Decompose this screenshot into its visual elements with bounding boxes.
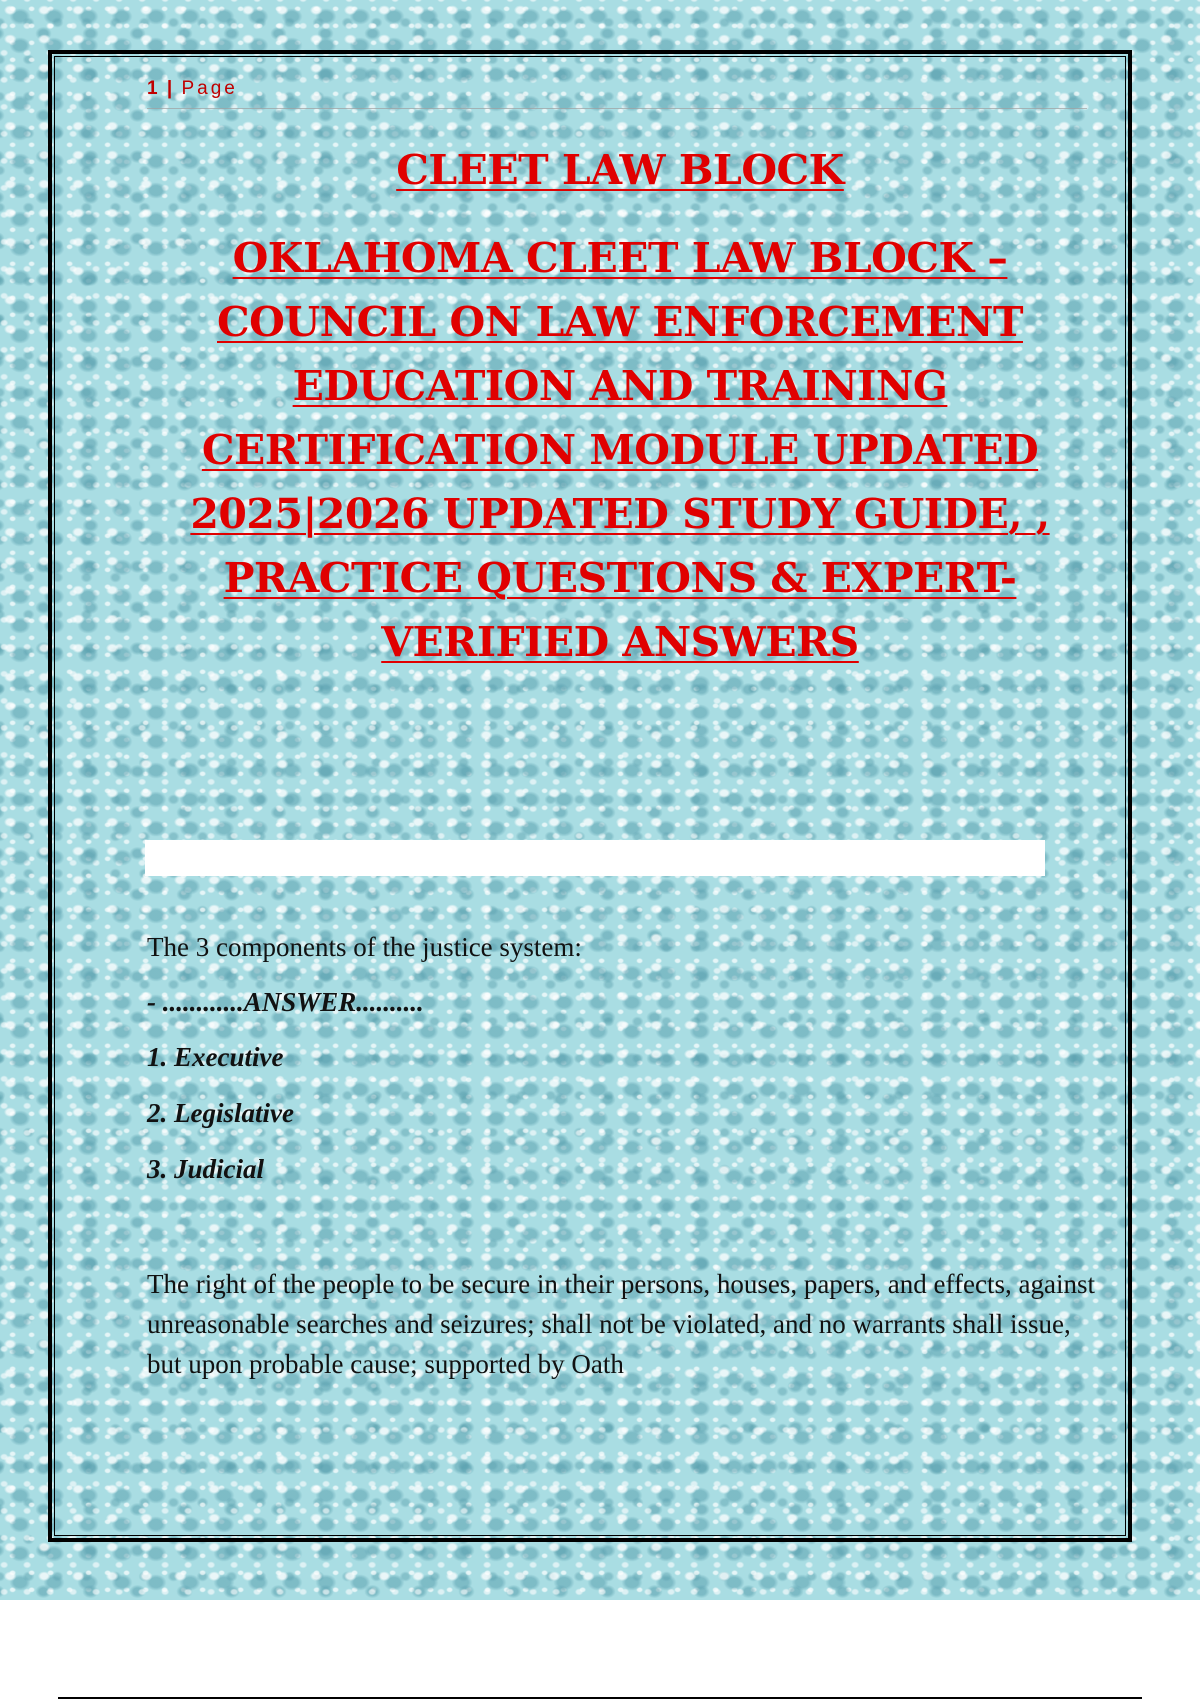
document-title: CLEET LAW BLOCK bbox=[396, 146, 844, 194]
document-subtitle: OKLAHOMA CLEET LAW BLOCK – COUNCIL ON LAW ENFORCEMENT EDUCATION AND TRAINING CERTIFICATION MODULE UPDATED 2025|2026 UPDATED STUDY GUIDE, , PRACTICE QUESTIONS & EXPERT-VERIFIED ANSWERS bbox=[190, 234, 1050, 666]
answer-item: 2. Legislative bbox=[147, 1098, 294, 1128]
footer-divider bbox=[58, 1697, 1142, 1699]
page-number-header bbox=[147, 78, 238, 100]
answer-item: 1. Executive bbox=[147, 1042, 284, 1072]
page-separator: | bbox=[166, 78, 175, 99]
answer-item: 3. Judicial bbox=[147, 1154, 265, 1184]
header-divider bbox=[147, 108, 1087, 109]
page-label: Page bbox=[181, 78, 238, 99]
page-number: 1 bbox=[147, 78, 160, 99]
question-prompt: The 3 components of the justice system: bbox=[147, 932, 582, 962]
answer-label: - ............ANSWER.......... bbox=[147, 987, 424, 1017]
redaction-bar bbox=[145, 840, 1045, 876]
question-paragraph: The right of the people to be secure in their persons, houses, papers, and effects, against unreasonable searches and seizures; shall not be violated, and no warrants shall issue, but upon probable cause; supported by Oath bbox=[147, 1269, 1095, 1379]
